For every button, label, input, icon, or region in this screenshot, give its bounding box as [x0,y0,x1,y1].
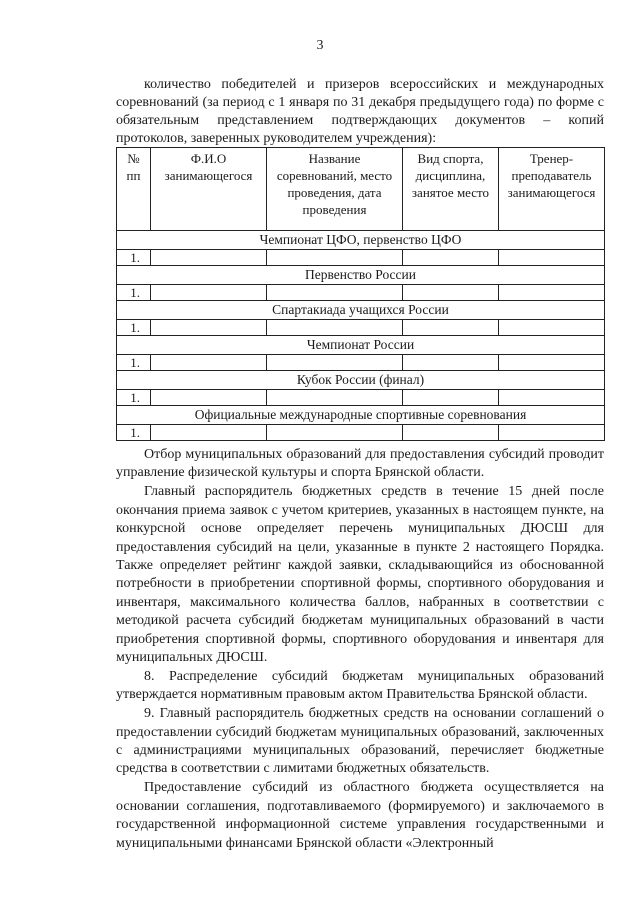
cell [267,285,403,301]
table-row [117,285,605,301]
table-row [117,320,605,336]
table-row [117,250,605,266]
header-number: № пп [117,148,151,231]
row-number: 1. [117,285,151,301]
paragraph-8: 8. Распределение субсидий бюджетам муниципальных образований утверждается нормативным правовым актом Правительства Брянской области. [116,668,604,703]
section-title: Кубок России (финал) [117,371,605,390]
row-number: 1. [117,390,151,406]
section-row [117,336,605,355]
section-title: Чемпионат России [117,336,605,355]
cell [403,320,499,336]
cell [499,285,605,301]
competition-results-table [116,147,605,441]
paragraph-ranking: Главный распорядитель бюджетных средств в течение 15 дней после окончания приема заявок с учетом критериев, указанных в настоящем пункте, на конкурсной основе определяет перечень муниципальных ДЮСШ для предоставления субсидий на цели, указанные в пункте 2 настоящего Порядка. Также определяет рейтинг каждой заявки, складывающийся из обоснованной потребности в приобретении спортивной формы, спортивного оборудования и инвентаря, максимального количества баллов, набранных в соответствии с методикой расчета субсидий бюджетам муниципальных образований в части приобретения спортивной формы, спортивного оборудования и инвентаря для муниципальных ДЮСШ. [116,484,604,665]
section-row [117,231,605,250]
cell [267,355,403,371]
cell [267,425,403,441]
cell [499,250,605,266]
section-title: Официальные международные спортивные соревнования [117,406,605,425]
cell [403,285,499,301]
header-competition: Название соревнований, место проведения, дата проведения [267,148,403,231]
paragraph-selection: Отбор муниципальных образований для предоставления субсидий проводит управление физической культуры и спорта Брянской области. [116,447,604,481]
section-row [117,406,605,425]
cell [151,250,267,266]
cell [267,320,403,336]
cell [403,355,499,371]
section-row [117,266,605,285]
table-header-row [117,148,605,231]
section-title: Первенство России [117,266,605,285]
intro-paragraph [116,76,604,148]
cell [499,390,605,406]
body-text [116,446,604,853]
paragraph-subsidy: Предоставление субсидий из областного бюджета осуществляется на основании соглашения, подготавливаемого (формируемого) и заключаемого в государственной информационной системе управления государственными и муниципальными финансами Брянской области «Электронный [116,780,604,851]
cell [151,390,267,406]
cell [403,425,499,441]
header-coach: Тренер-преподаватель занимающегося [499,148,605,231]
row-number: 1. [117,320,151,336]
page-number: 3 [316,38,324,53]
cell [403,250,499,266]
cell [151,320,267,336]
row-number: 1. [117,425,151,441]
table-row [117,390,605,406]
table-row [117,425,605,441]
section-title: Чемпионат ЦФО, первенство ЦФО [117,231,605,250]
section-title: Спартакиада учащихся России [117,301,605,320]
header-sport: Вид спорта, дисциплина, занятое место [403,148,499,231]
intro-text: количество победителей и призеров всероссийских и международных соревнований (за период с 1 января по 31 декабря предыдущего года) по форме с обязательным представлением подтверждающих документов – копий протоколов, заверенных руководителем учреждения): [116,77,604,146]
cell [403,390,499,406]
cell [499,320,605,336]
row-number: 1. [117,355,151,371]
section-row [117,301,605,320]
cell [499,355,605,371]
cell [151,285,267,301]
cell [267,250,403,266]
cell [267,390,403,406]
row-number: 1. [117,250,151,266]
table-row [117,355,605,371]
header-full-name: Ф.И.О занимающегося [151,148,267,231]
cell [151,355,267,371]
cell [151,425,267,441]
section-row [117,371,605,390]
cell [499,425,605,441]
paragraph-9: 9. Главный распорядитель бюджетных средств на основании соглашений о предоставлении субсидий бюджетам муниципальных образований, заключенных с администрациями муниципальных образований, перечисляет бюджетные средства в соответствии с лимитами бюджетных обязательств. [116,706,604,777]
